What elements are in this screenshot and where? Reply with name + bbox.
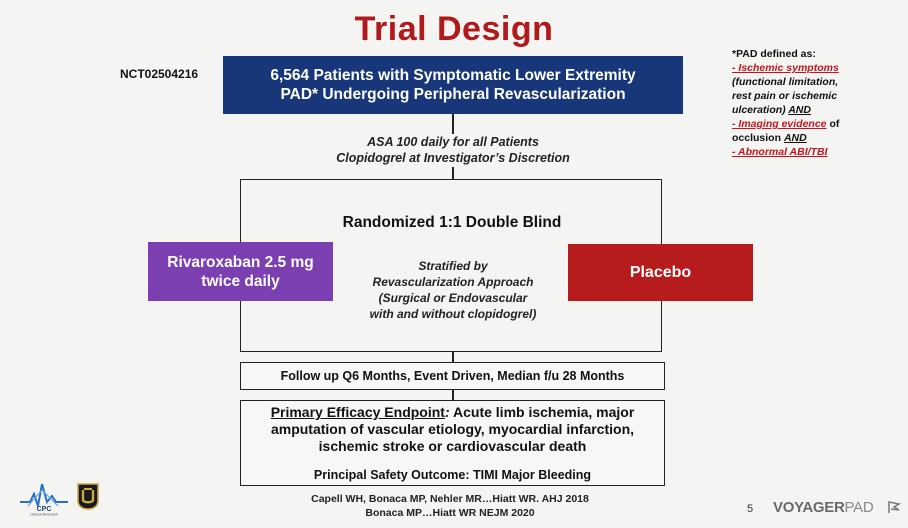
endpoint-text	[241, 404, 664, 455]
pad-note-item1: - Ischemic symptoms	[732, 62, 839, 74]
slide-title: Trial Design	[354, 10, 554, 48]
stratification-line2: Revascularization Approach	[372, 275, 534, 289]
background-therapy-line1: ASA 100 daily for all Patients	[367, 135, 539, 149]
population-line2: PAD* Undergoing Peripheral Revascularization	[280, 86, 626, 103]
stratification-line4: with and without clopidogrel)	[369, 307, 537, 321]
voyager-pad-logo	[773, 499, 873, 516]
reference-2: Bonaca MP…Hiatt WR NEJM 2020	[365, 507, 535, 519]
endpoint-box	[240, 400, 665, 486]
randomization-label: Randomized 1:1 Double Blind	[342, 214, 562, 231]
pad-note-item2: - Imaging evidence	[732, 118, 827, 130]
pad-note-item2-detail2: occlusion	[732, 132, 784, 144]
safety-outcome: Principal Safety Outcome: TIMI Major Bleeding	[313, 468, 592, 482]
pad-note-item3: - Abnormal ABI/TBI	[732, 146, 828, 158]
population-line1: 6,564 Patients with Symptomatic Lower Extremity	[270, 67, 636, 84]
connector-mid	[452, 167, 454, 179]
cu-logo-icon	[74, 481, 102, 511]
voyager-flag-icon	[887, 500, 901, 514]
connector-endpoint	[452, 389, 454, 400]
pad-note-and1: AND	[788, 104, 811, 116]
pad-note-and2: AND	[783, 132, 807, 144]
trial-id: NCT02504216	[120, 67, 199, 81]
page-number: 5	[747, 503, 754, 515]
background-therapy-line2: Clopidogrel at Investigator’s Discretion	[336, 151, 570, 165]
pad-definition-note	[732, 47, 902, 159]
placebo-label: Placebo	[629, 263, 692, 281]
pad-note-item2-detail: of	[826, 118, 840, 130]
stratification-line1: Stratified by	[418, 259, 488, 273]
cpc-logo-label: CPC	[36, 506, 52, 513]
endpoint-label: Primary Efficacy Endpoint	[270, 404, 445, 420]
stratification-line3: (Surgical or Endovascular	[378, 291, 528, 305]
population-box	[223, 56, 683, 114]
reference-1: Capell WH, Bonaca MP, Nehler MR…Hiatt WR. AHJ 2018	[311, 493, 589, 505]
cpc-logo-icon	[18, 480, 70, 516]
followup-text: Follow up Q6 Months, Event Driven, Median f/u 28 Months	[280, 369, 625, 383]
rivaroxaban-line2: twice daily	[201, 272, 280, 290]
placebo-arm-box	[568, 244, 753, 301]
endpoint-line2: amputation of vascular etiology, myocardial infarction,	[270, 421, 635, 437]
endpoint-line3: ischemic stroke or cardiovascular death	[318, 438, 587, 454]
pad-note-item1-detail2: rest pain or ischemic	[732, 90, 838, 102]
rivaroxaban-line1: Rivaroxaban 2.5 mg	[167, 253, 314, 271]
references	[300, 492, 600, 520]
voyager-logo-pad: PAD	[844, 499, 874, 516]
background-therapy	[300, 134, 606, 166]
pad-note-heading: *PAD defined as:	[732, 48, 816, 60]
pad-note-item1-detail3: ulceration)	[732, 104, 789, 116]
followup-box	[240, 362, 665, 390]
connector-top	[452, 114, 454, 134]
cpc-logo-sublabel: Clinical Research	[30, 512, 58, 516]
endpoint-sep: :	[444, 404, 450, 420]
endpoint-line1: Acute limb ischemia, major	[449, 404, 635, 420]
stratification-text	[343, 258, 563, 322]
voyager-logo-word: VOYAGER	[773, 499, 845, 516]
connector-followup	[452, 351, 454, 362]
rivaroxaban-arm-box	[148, 242, 333, 301]
pad-note-item1-detail1: (functional limitation,	[732, 76, 839, 88]
